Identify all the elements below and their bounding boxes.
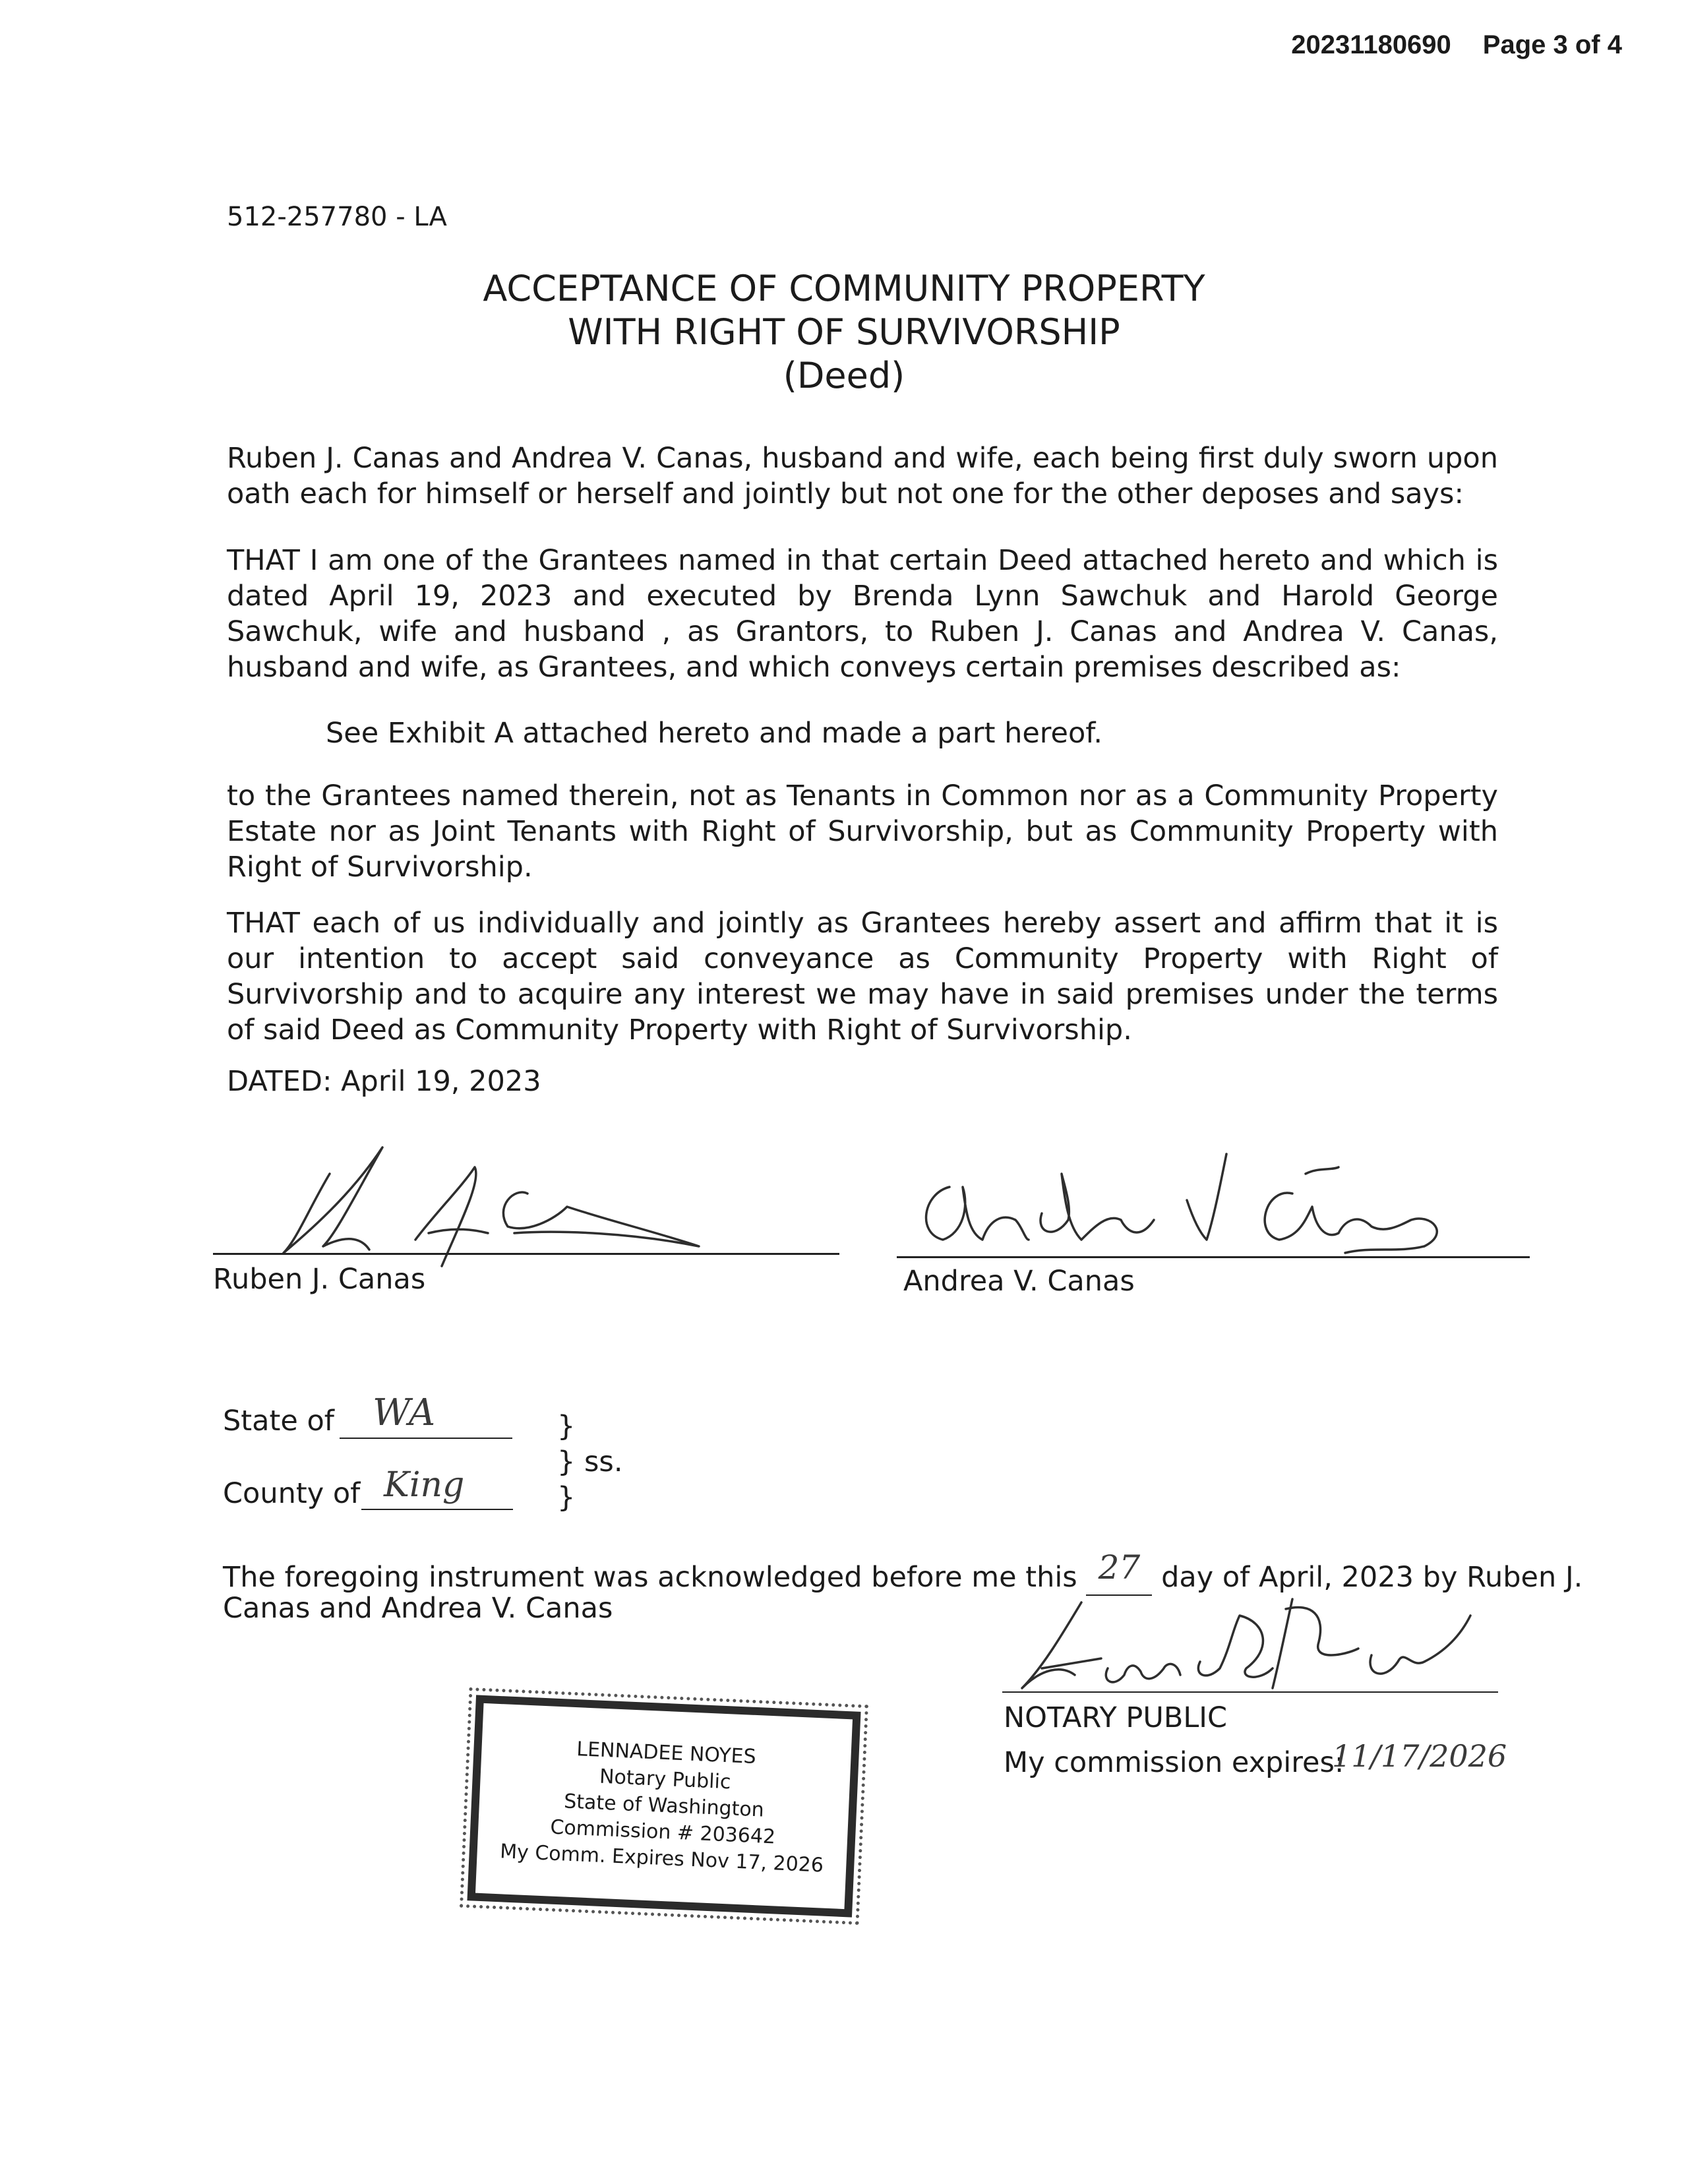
document-number: 20231180690 <box>1291 30 1451 59</box>
stamp-commission-number: Commission # 203642 <box>549 1815 776 1849</box>
acknowledgment-text-after: day of April, 2023 by Ruben J. <box>1161 1561 1583 1594</box>
county-value: King <box>384 1465 465 1505</box>
acknowledgment-day-value: 27 <box>1098 1548 1141 1587</box>
commission-expires-value: 11/17/2026 <box>1332 1738 1507 1774</box>
county-blank-line <box>361 1509 513 1510</box>
page-label: Page 3 of 4 <box>1482 30 1622 59</box>
title-line-1: ACCEPTANCE OF COMMUNITY PROPERTY <box>483 268 1205 309</box>
signature-line-right <box>897 1256 1530 1258</box>
acknowledgment-line-2: Canas and Andrea V. Canas <box>223 1592 613 1625</box>
paragraph-deposition: Ruben J. Canas and Andrea V. Canas, husband and wife, each being first duly sworn upon oath each for himself or herself and jointly but not one for the other deposes and says: <box>227 442 1498 510</box>
title-line-3: (Deed) <box>783 355 905 396</box>
signature-andrea <box>910 1147 1457 1266</box>
signature-line-left <box>213 1253 839 1255</box>
signatory-name-left: Ruben J. Canas <box>213 1263 426 1296</box>
state-label: State of <box>223 1405 334 1438</box>
page-header <box>1259 30 1622 60</box>
notary-stamp <box>467 1695 860 1917</box>
acknowledgment-text-before: The foregoing instrument was acknowledged before me this <box>223 1561 1077 1594</box>
reference-number: 512-257780 - LA <box>227 202 447 232</box>
brace-ss: } ss. <box>557 1445 623 1478</box>
dated-line: DATED: April 19, 2023 <box>227 1065 541 1098</box>
title-line-2: WITH RIGHT OF SURVIVORSHIP <box>568 311 1120 353</box>
signature-ruben <box>264 1134 712 1279</box>
county-label: County of <box>223 1477 361 1510</box>
paragraph-grantees: THAT I am one of the Grantees named in that certain Deed attached hereto and which is dated April 19, 2023 and executed by Brenda Lynn Sawchuk and Harold George Sawchuk, wife and husband , as Grantors, to Ruben J. Canas and Andrea V. Canas, husband and wife, as Grantees, and which conveys certain premises described as: <box>227 544 1498 684</box>
stamp-title: Notary Public <box>599 1765 732 1794</box>
stamp-expiration: My Comm. Expires Nov 17, 2026 <box>499 1840 824 1877</box>
state-value: WA <box>373 1391 436 1434</box>
commission-expires-label: My commission expires: <box>1004 1746 1344 1779</box>
notary-signature-line <box>1002 1691 1498 1693</box>
document-title <box>0 267 1688 398</box>
stamp-notary-name: LENNADEE NOYES <box>576 1738 757 1769</box>
signatory-name-right: Andrea V. Canas <box>903 1265 1135 1298</box>
signature-notary <box>1002 1589 1477 1701</box>
stamp-state: State of Washington <box>563 1790 765 1822</box>
brace-top: } <box>557 1410 576 1443</box>
paragraph-exhibit: See Exhibit A attached hereto and made a part hereof. <box>326 717 1102 750</box>
notary-title: NOTARY PUBLIC <box>1004 1701 1227 1734</box>
paragraph-intention: THAT each of us individually and jointly as Grantees hereby assert and affirm that it is our intention to accept said conveyance as Community Property with Right of Survivorship and to acquire any interest we may have in said premises under the terms of said Deed as Community Property with Right of Survivorship. <box>227 907 1498 1046</box>
brace-bottom: } <box>557 1481 576 1514</box>
state-blank-line <box>340 1438 512 1439</box>
paragraph-tenancy: to the Grantees named therein, not as Tenants in Common nor as a Community Property Estate nor as Joint Tenants with Right of Survivorship, but as Community Property with Right of Survivorship. <box>227 779 1498 884</box>
